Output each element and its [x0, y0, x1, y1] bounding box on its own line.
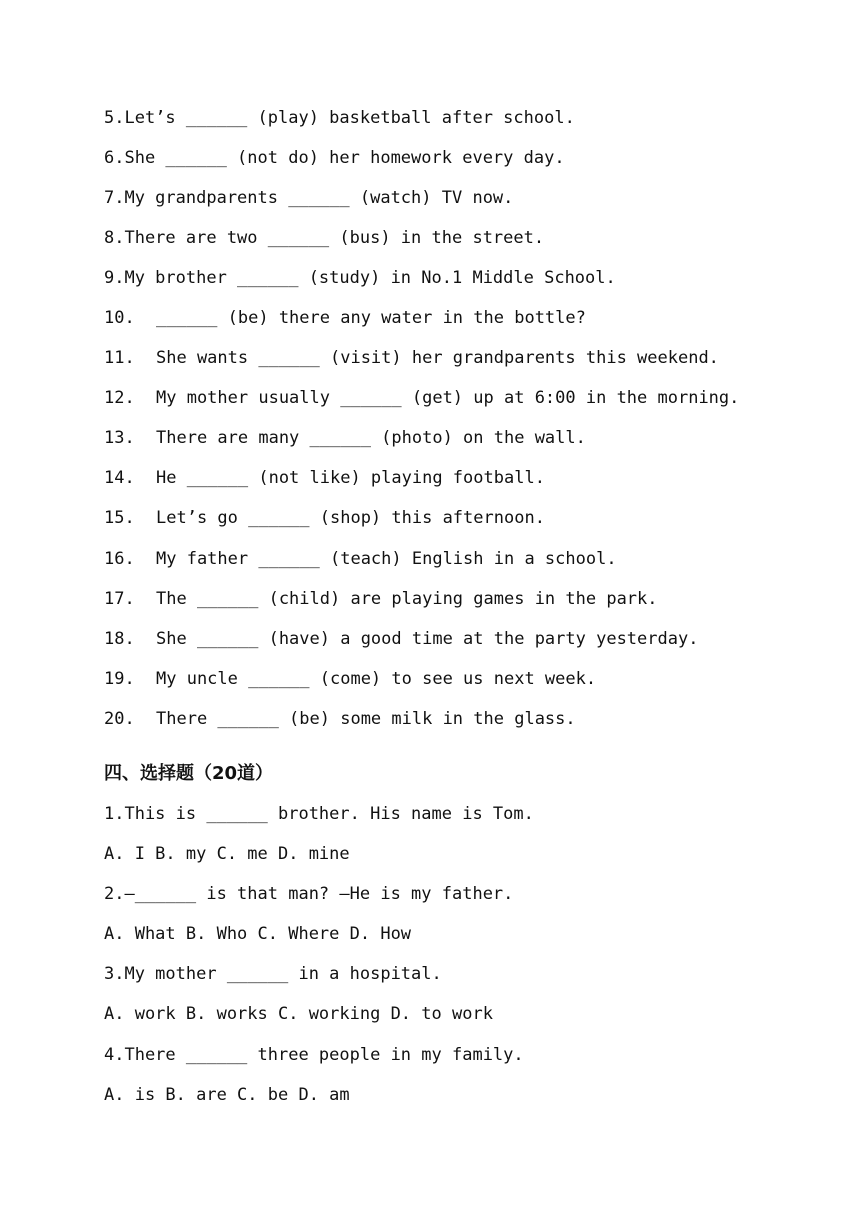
exercise-item-10 — [104, 304, 586, 332]
exercise-item-14 — [104, 464, 545, 492]
item-number: 18. — [104, 629, 135, 649]
item-text: She wants ______ (visit) her grandparents this weekend. — [156, 348, 719, 368]
question-1: 1.This is ______ brother. His name is Tom. — [104, 804, 534, 824]
item-number: 14. — [104, 468, 135, 488]
exercise-item-12 — [104, 384, 739, 412]
section-heading: 四、选择题（20道） — [104, 763, 274, 784]
item-text: She ______ (have) a good time at the party yesterday. — [156, 629, 699, 649]
item-text: My mother usually ______ (get) up at 6:00 in the morning. — [156, 388, 740, 408]
exercise-item-5: 5.Let’s ______ (play) basketball after school. — [104, 108, 575, 128]
exercise-item-13 — [104, 424, 586, 452]
item-text: ______ (be) there any water in the bottle? — [156, 308, 586, 328]
question-4: 4.There ______ three people in my family. — [104, 1045, 524, 1065]
item-text: There are many ______ (photo) on the wall. — [156, 428, 586, 448]
exercise-item-7: 7.My grandparents ______ (watch) TV now. — [104, 188, 514, 208]
item-number: 19. — [104, 669, 135, 689]
item-text: The ______ (child) are playing games in the park. — [156, 589, 658, 609]
question-1-options: A. I B. my C. me D. mine — [104, 844, 350, 864]
item-number: 17. — [104, 589, 135, 609]
exercise-item-17 — [104, 585, 658, 613]
item-text: My father ______ (teach) English in a school. — [156, 549, 617, 569]
item-number: 13. — [104, 428, 135, 448]
item-text: Let’s go ______ (shop) this afternoon. — [156, 508, 545, 528]
question-3-options: A. work B. works C. working D. to work — [104, 1004, 493, 1024]
question-4-options: A. is B. are C. be D. am — [104, 1085, 350, 1105]
question-2-options: A. What B. Who C. Where D. How — [104, 924, 412, 944]
exercise-item-15 — [104, 504, 545, 532]
question-2: 2.—______ is that man? —He is my father. — [104, 884, 514, 904]
item-number: 10. — [104, 308, 135, 328]
item-number: 16. — [104, 549, 135, 569]
exercise-item-19 — [104, 665, 596, 693]
exercise-item-20 — [104, 705, 576, 733]
item-number: 15. — [104, 508, 135, 528]
item-text: He ______ (not like) playing football. — [156, 468, 545, 488]
exercise-item-6: 6.She ______ (not do) her homework every day. — [104, 148, 565, 168]
item-text: There ______ (be) some milk in the glass. — [156, 709, 576, 729]
item-number: 20. — [104, 709, 135, 729]
exercise-item-9: 9.My brother ______ (study) in No.1 Middle School. — [104, 268, 616, 288]
item-text: My uncle ______ (come) to see us next week. — [156, 669, 597, 689]
exercise-item-16 — [104, 545, 617, 573]
item-number: 11. — [104, 348, 135, 368]
exercise-item-8: 8.There are two ______ (bus) in the street. — [104, 228, 545, 248]
exercise-item-18 — [104, 625, 698, 653]
question-3: 3.My mother ______ in a hospital. — [104, 964, 442, 984]
exercise-item-11 — [104, 344, 719, 372]
item-number: 12. — [104, 388, 135, 408]
